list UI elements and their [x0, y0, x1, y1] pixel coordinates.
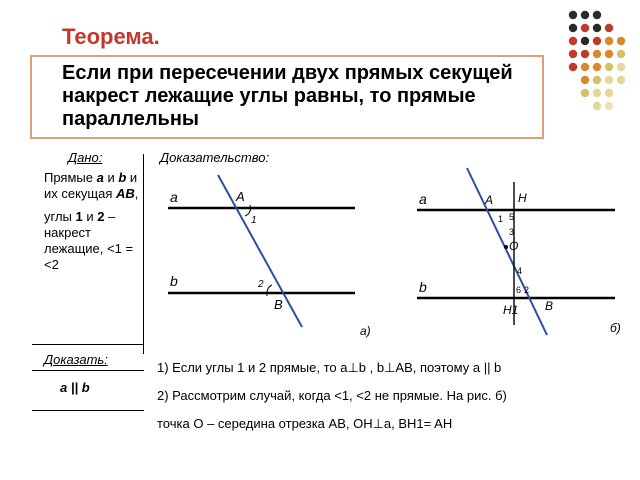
figure-b [405, 160, 630, 345]
label-b: b [419, 279, 427, 295]
label-a: a [419, 191, 427, 207]
label-angle-1: 1 [251, 215, 257, 226]
label-angle-4: 4 [517, 266, 523, 276]
caption-b: б) [610, 321, 621, 335]
given-line-2: углы 1 и 2 – накрест лежащие, <1 = <2 [44, 209, 134, 272]
arc-1 [245, 205, 250, 216]
prove-bottom-divider [32, 410, 144, 411]
arc-2 [267, 285, 272, 296]
label-angle-5: 5 [509, 212, 515, 222]
given-lines [44, 170, 144, 273]
label-point-h1: H1 [503, 303, 519, 317]
prove-underline [32, 370, 144, 371]
proof-line-1: 1) Если углы 1 и 2 прямые, то a⊥b , b⊥AB, поэтому a || b [157, 360, 502, 375]
label-point-h: H [518, 191, 527, 205]
prove-statement: a || b [60, 380, 90, 395]
prove-heading: Доказать: [44, 352, 108, 367]
vertical-divider [143, 154, 144, 354]
label-angle-2: 2 [258, 279, 264, 290]
proof-line-2: 2) Рассмотрим случай, когда <1, <2 не прямые. На рис. б) [157, 388, 507, 403]
decorative-dots [565, 8, 637, 126]
theorem-statement: Если при пересечении двух прямых секущей накрест лежащие углы равны, то прямые параллельны [62, 62, 513, 130]
proof-heading: Доказательство: [160, 150, 270, 165]
figure-a [150, 165, 380, 340]
label-point-a: A [236, 189, 245, 204]
given-divider [32, 344, 144, 345]
slide-title: Теорема. [62, 24, 160, 49]
label-angle-1: 1 [498, 214, 504, 224]
label-angle-2: 2 [524, 285, 530, 295]
label-point-a: A [485, 193, 494, 207]
given-heading: Дано: [68, 150, 103, 165]
proof-line-3: точка O – середина отрезка AB, OH⊥a, BH1= AH [157, 416, 453, 431]
label-point-b: B [274, 297, 283, 312]
label-b: b [170, 273, 178, 289]
label-angle-3: 3 [509, 227, 515, 237]
label-a: a [170, 189, 178, 205]
label-angle-6: 6 [516, 285, 522, 295]
caption-a: а) [360, 324, 371, 338]
secant-ab [218, 175, 302, 327]
label-point-b: B [545, 299, 554, 313]
point-o [504, 245, 508, 249]
given-line-1: Прямые a и b и их секущая AB, [44, 170, 139, 201]
label-point-o: O [509, 239, 519, 253]
